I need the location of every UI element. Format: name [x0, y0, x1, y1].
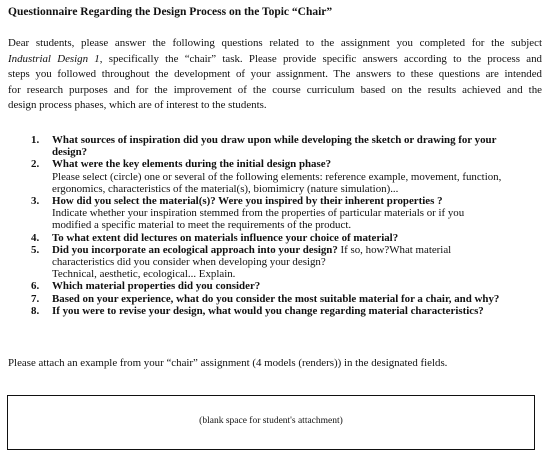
page-title: Questionnaire Regarding the Design Process on the Topic “Chair” [8, 6, 333, 18]
question-text: Which material properties did you consider? [52, 280, 261, 293]
question-hint: Please select (circle) one or several of the following elements: reference example, movement, function, [52, 170, 502, 183]
question-text: What were the key elements during the initial design phase? [52, 158, 332, 171]
question-text: What sources of inspiration did you draw upon while developing the sketch or drawing for your [52, 134, 497, 146]
question-number: 5. [31, 243, 40, 256]
question-number: 4. [31, 231, 40, 244]
question-item [31, 158, 546, 195]
question-hint: characteristics did you consider when developing your design? [52, 256, 326, 269]
question-number: 2. [31, 158, 40, 171]
question-text: design? [52, 146, 88, 159]
intro-text: , specifically the “chair” task. Please provide specific answers according to the process and [99, 52, 542, 65]
question-hint: ergonomics, characteristics of the material(s), biomimicry (nature simulation)... [52, 182, 399, 195]
question-hint: modified a specific material to meet the requirements of the product. [52, 219, 352, 232]
question-line [52, 244, 546, 256]
question-item [31, 305, 546, 317]
question-hint: Technical, aesthetic, ecological... Explain. [52, 268, 236, 281]
intro-text: for research purposes and for the improvement of the course curriculum based on the results achieved and the [8, 83, 542, 96]
intro-line [8, 52, 542, 68]
question-hint: Indicate whether your inspiration stemmed from the properties of particular materials or if you [52, 207, 465, 220]
attachment-box[interactable] [7, 395, 535, 450]
question-list [31, 134, 546, 317]
question-item [31, 195, 546, 232]
question-number: 6. [31, 280, 40, 293]
question-text: Based on your experience, what do you consider the most suitable material for a chair, and why? [52, 292, 500, 305]
question-text: To what extent did lectures on materials influence your choice of material? [52, 231, 399, 244]
question-number: 8. [31, 304, 40, 317]
course-name: Industrial Design 1 [8, 52, 100, 65]
question-text: How did you select the material(s)? Were you inspired by their inherent properties ? [52, 195, 443, 208]
question-item [31, 293, 546, 305]
intro-paragraph [8, 36, 542, 114]
attachment-placeholder: (blank space for student's attachment) [199, 416, 343, 426]
question-number: 1. [31, 134, 40, 146]
question-number: 7. [31, 292, 40, 305]
question-item [31, 232, 546, 244]
question-item [31, 134, 546, 158]
question-hint: If so, how?What material [337, 243, 452, 256]
intro-text: design process phases, which are of interest to the students. [8, 99, 267, 112]
question-item [31, 280, 546, 292]
question-item [31, 244, 546, 281]
intro-text: steps you followed throughout the development of your assignment. The answers to these questions are intended [8, 68, 542, 81]
question-number: 3. [31, 195, 40, 208]
intro-line [8, 36, 542, 52]
intro-line [8, 67, 542, 83]
intro-line [8, 83, 542, 99]
question-text: If you were to revise your design, what would you change regarding material characteristics? [52, 304, 484, 317]
intro-line [8, 98, 542, 114]
intro-text: Dear students, please answer the following questions related to the assignment you completed for the subject [8, 37, 542, 49]
question-text: Did you incorporate an ecological approach into your design? [52, 243, 338, 256]
attach-instruction: Please attach an example from your “chair” assignment (4 models (renders)) in the designated fields. [8, 357, 448, 369]
